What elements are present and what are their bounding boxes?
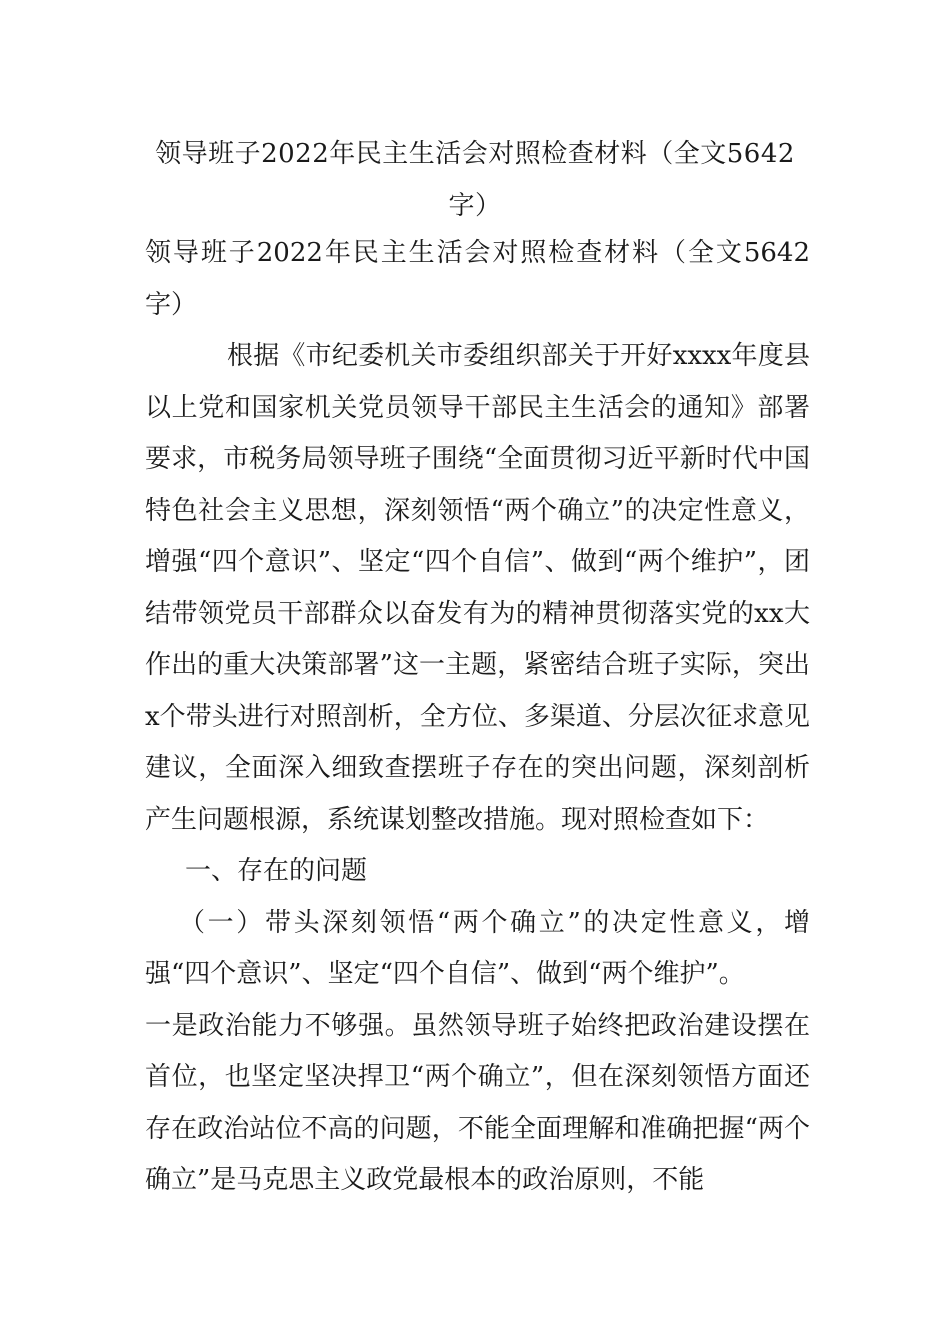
document-subtitle: 领导班子2022年民主生活会对照检查材料（全文5642字）: [145, 238, 810, 320]
document-title: 领导班子2022年民主生活会对照检查材料（全文5642字）: [155, 139, 795, 221]
subsection-heading: （一）带头深刻领悟“两个确立”的决定性意义，增强“四个意识”、坚定“四个自信”、做到“两个维护”。: [145, 907, 810, 989]
document-body: [145, 228, 810, 1207]
body-paragraph: 一是政治能力不够强。虽然领导班子始终把政治建设摆在首位，也坚定坚决捍卫“两个确立”，但在深刻领悟方面还存在政治站位不高的问题，不能全面理解和准确把握“两个确立”是马克思主义政党最根本的政治原则，不能: [145, 1010, 810, 1195]
intro-paragraph: 根据《市纪委机关市委组织部关于开好xxxx年度县以上党和国家机关党员领导干部民主生活会的通知》部署要求，市税务局领导班子围绕“全面贯彻习近平新时代中国特色社会主义思想，深刻领悟“两个确立”的决定性意义，增强“四个意识”、坚定“四个自信”、做到“两个维护”，团结带领党员干部群众以奋发有为的精神贯彻落实党的xx大作出的重大决策部署”这一主题，紧密结合班子实际，突出x个带头进行对照剖析，全方位、多渠道、分层次征求意见建议，全面深入细致查摆班子存在的突出问题，深刻剖析产生问题根源，系统谋划整改措施。现对照检查如下：: [145, 341, 810, 835]
section-heading: 一、存在的问题: [185, 856, 368, 886]
